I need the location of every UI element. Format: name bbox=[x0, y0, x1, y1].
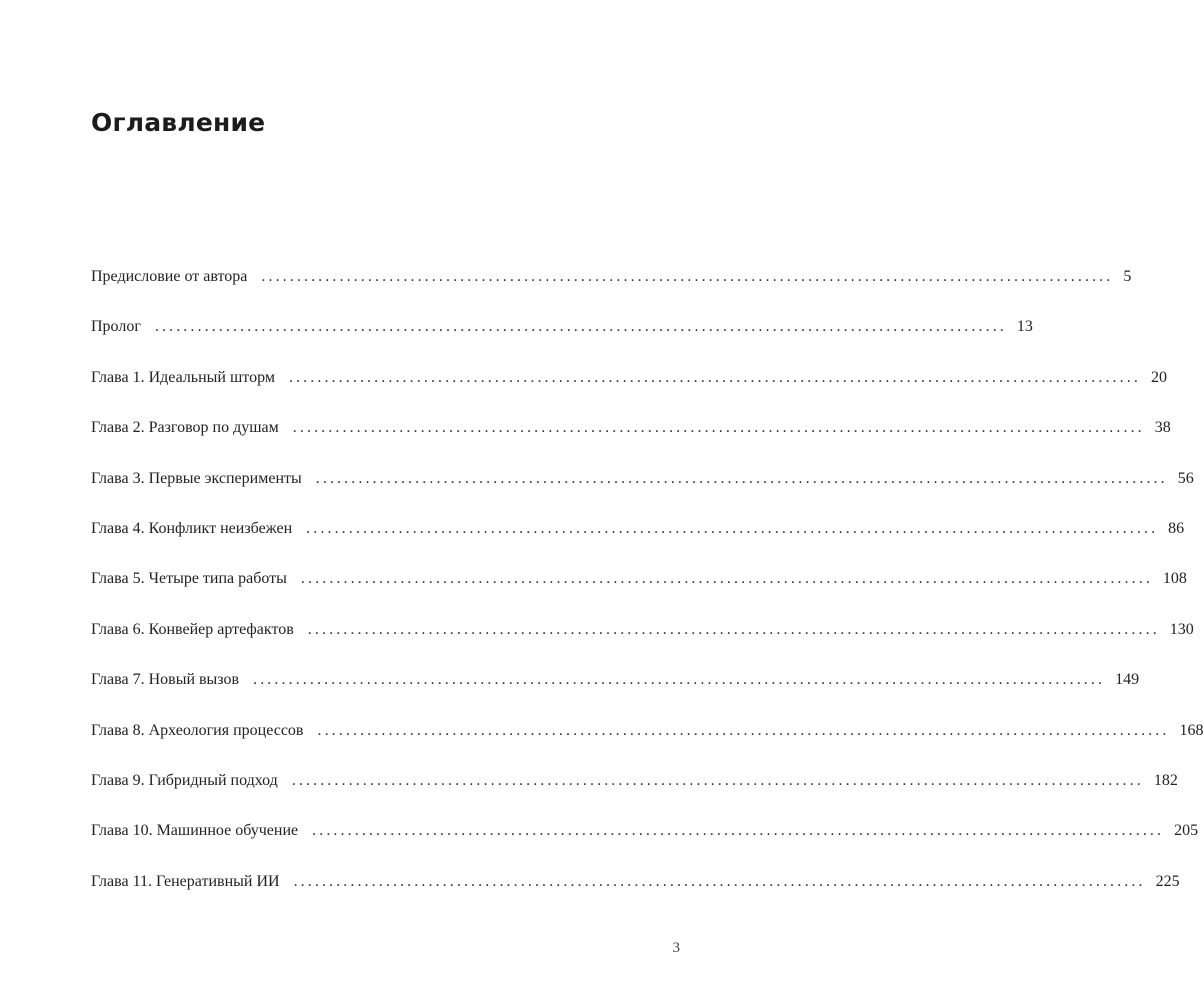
toc-entry[interactable] bbox=[91, 822, 1199, 872]
dot-leader: ........................................................................................................................ bbox=[300, 570, 1153, 588]
toc-entry-page: 38 bbox=[1154, 419, 1171, 437]
toc-entry-page: 86 bbox=[1168, 519, 1185, 537]
toc-entry-page: 205 bbox=[1174, 822, 1199, 840]
toc-entry-page: 56 bbox=[1177, 469, 1194, 487]
dot-leader: ........................................................................................................................ bbox=[154, 318, 1007, 336]
dot-leader: ........................................................................................................................ bbox=[261, 268, 1114, 285]
toc-entry[interactable] bbox=[91, 318, 1033, 368]
toc-entry-page: 182 bbox=[1153, 771, 1178, 789]
dot-leader: ........................................................................................................................ bbox=[291, 771, 1144, 789]
toc-entry[interactable] bbox=[91, 268, 1132, 318]
table-of-contents bbox=[91, 268, 1203, 923]
toc-entry-page: 13 bbox=[1016, 318, 1033, 336]
toc-entry-title: Глава 1. Идеальный шторм bbox=[91, 368, 275, 386]
toc-entry[interactable] bbox=[91, 368, 1167, 419]
dot-leader: ........................................................................................................................ bbox=[292, 419, 1145, 437]
page-title: Оглавление bbox=[91, 108, 266, 137]
toc-entry-title: Глава 9. Гибридный подход bbox=[91, 771, 278, 789]
toc-entry-page: 5 bbox=[1123, 268, 1132, 285]
dot-leader: ........................................................................................................................ bbox=[307, 620, 1160, 638]
toc-entry-page: 130 bbox=[1169, 620, 1194, 638]
toc-entry-title: Глава 4. Конфликт неизбежен bbox=[91, 519, 293, 537]
toc-entry-title: Пролог bbox=[91, 318, 141, 336]
toc-entry[interactable] bbox=[91, 872, 1180, 923]
toc-entry-page: 20 bbox=[1150, 368, 1167, 386]
toc-entry[interactable] bbox=[91, 771, 1178, 822]
toc-entry-page: 149 bbox=[1115, 671, 1140, 689]
toc-entry-page: 108 bbox=[1162, 570, 1187, 588]
dot-leader: ........................................................................................................................ bbox=[317, 721, 1170, 739]
toc-entry-title: Глава 2. Разговор по душам bbox=[91, 419, 279, 437]
dot-leader: ........................................................................................................................ bbox=[306, 519, 1159, 537]
toc-entry[interactable] bbox=[91, 519, 1185, 570]
toc-entry-title: Глава 7. Новый вызов bbox=[91, 671, 240, 689]
toc-entry-page: 168 bbox=[1179, 721, 1203, 739]
toc-entry-title: Глава 3. Первые эксперименты bbox=[91, 469, 302, 487]
toc-entry-page: 225 bbox=[1155, 872, 1180, 890]
toc-entry[interactable] bbox=[91, 469, 1194, 520]
dot-leader: ........................................................................................................................ bbox=[315, 469, 1168, 487]
toc-entry-title: Глава 11. Генеративный ИИ bbox=[91, 872, 280, 890]
toc-entry-title: Глава 5. Четыре типа работы bbox=[91, 570, 287, 588]
dot-leader: ........................................................................................................................ bbox=[312, 822, 1165, 840]
toc-entry[interactable] bbox=[91, 570, 1187, 620]
dot-leader: ........................................................................................................................ bbox=[288, 368, 1141, 386]
toc-entry-title: Глава 10. Машинное обучение bbox=[91, 822, 299, 840]
toc-entry[interactable] bbox=[91, 721, 1203, 772]
toc-entry[interactable] bbox=[91, 620, 1194, 671]
toc-entry-title: Глава 8. Археология процессов bbox=[91, 721, 304, 739]
page-number: 3 bbox=[672, 940, 680, 956]
toc-entry[interactable] bbox=[91, 419, 1171, 469]
dot-leader: ........................................................................................................................ bbox=[253, 671, 1106, 689]
toc-entry-title: Глава 6. Конвейер артефактов bbox=[91, 620, 294, 638]
dot-leader: ........................................................................................................................ bbox=[293, 872, 1146, 890]
toc-entry-title: Предисловие от автора bbox=[91, 268, 248, 285]
toc-entry[interactable] bbox=[91, 671, 1140, 721]
